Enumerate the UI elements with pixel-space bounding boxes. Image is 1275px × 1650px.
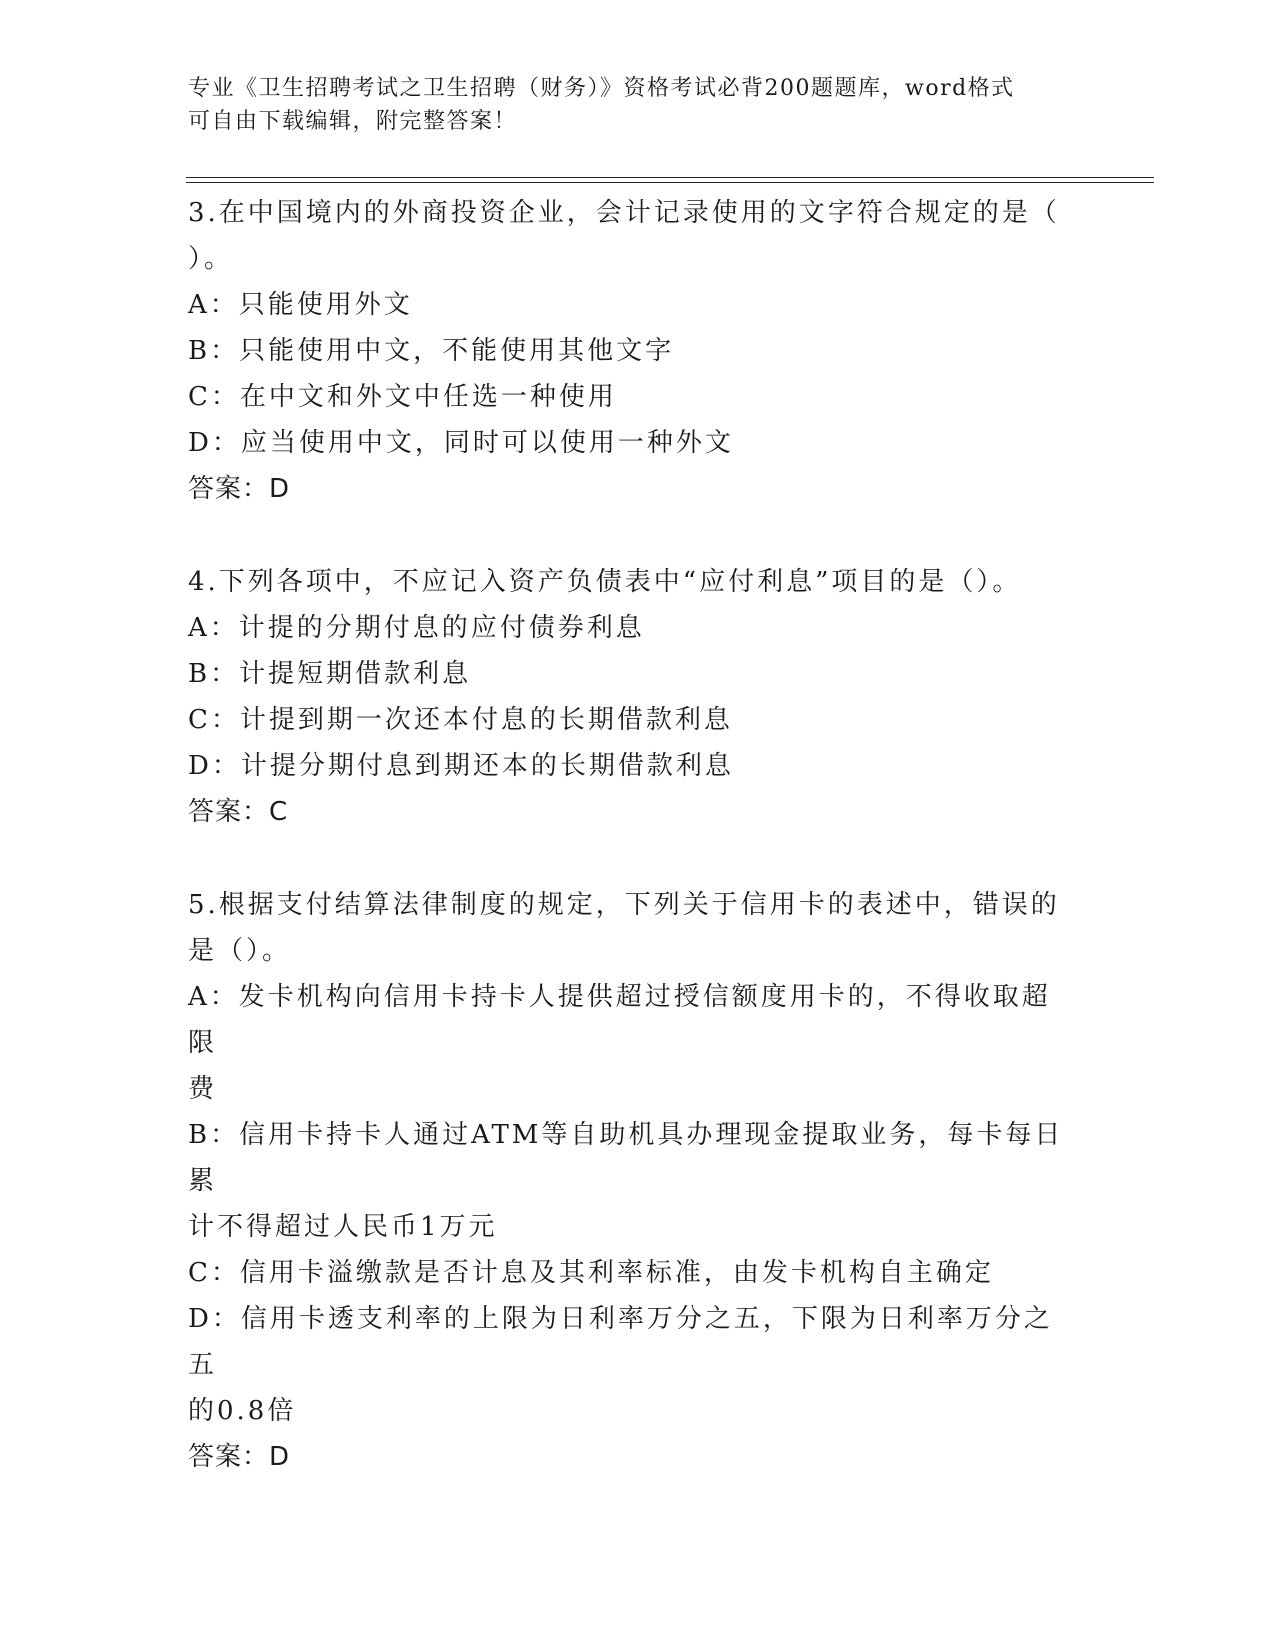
option-b: B：计提短期借款利息 xyxy=(188,659,472,689)
option-a-continued: 费 xyxy=(188,1074,218,1104)
option-d: D：计提分期付息到期还本的长期借款利息 xyxy=(188,751,734,781)
header-divider-bottom xyxy=(186,182,1154,183)
question-stem: 是（）。 xyxy=(188,936,292,966)
option-c: C：计提到期一次还本付息的长期借款利息 xyxy=(188,705,733,735)
option-c: C：在中文和外文中任选一种使用 xyxy=(188,382,617,412)
answer-text: 答案：D xyxy=(188,474,291,504)
question-5 xyxy=(188,882,1078,1480)
question-stem: ）。 xyxy=(188,244,234,274)
option-b: B：信用卡持卡人通过ATM等自助机具办理现金提取业务，每卡每日累 xyxy=(188,1120,1064,1196)
option-a: A：发卡机构向信用卡持卡人提供超过授信额度用卡的，不得收取超限 xyxy=(188,982,1051,1058)
option-d: D：应当使用中文，同时可以使用一种外文 xyxy=(188,428,734,458)
question-stem: 5.根据支付结算法律制度的规定，下列关于信用卡的表述中，错误的 xyxy=(188,890,1060,920)
question-4 xyxy=(188,559,1078,835)
question-stem: 3.在中国境内的外商投资企业，会计记录使用的文字符合规定的是（ xyxy=(188,198,1060,228)
question-stem: 4.下列各项中，不应记入资产负债表中“应付利息”项目的是（）。 xyxy=(188,567,1022,597)
option-d: D：信用卡透支利率的上限为日利率万分之五，下限为日利率万分之五 xyxy=(188,1304,1053,1380)
header-line-1: 专业《卫生招聘考试之卫生招聘（财务）》资格考试必背200题题库，word格式 xyxy=(188,76,1015,101)
question-list xyxy=(188,190,1078,1527)
option-b: B：只能使用中文，不能使用其他文字 xyxy=(188,336,675,366)
option-c: C：信用卡溢缴款是否计息及其利率标准，由发卡机构自主确定 xyxy=(188,1258,994,1288)
option-b-continued: 计不得超过人民币1万元 xyxy=(188,1212,498,1242)
answer-text: 答案：D xyxy=(188,1442,291,1472)
option-a: A：计提的分期付息的应付债券利息 xyxy=(188,613,645,643)
question-3 xyxy=(188,190,1078,512)
header-divider-top xyxy=(186,177,1154,178)
option-d-continued: 的0.8倍 xyxy=(188,1396,297,1426)
document-header xyxy=(188,72,1088,138)
answer-text: 答案：C xyxy=(188,797,289,827)
header-line-2: 可自由下载编辑，附完整答案！ xyxy=(188,109,518,134)
option-a: A：只能使用外文 xyxy=(188,290,413,320)
